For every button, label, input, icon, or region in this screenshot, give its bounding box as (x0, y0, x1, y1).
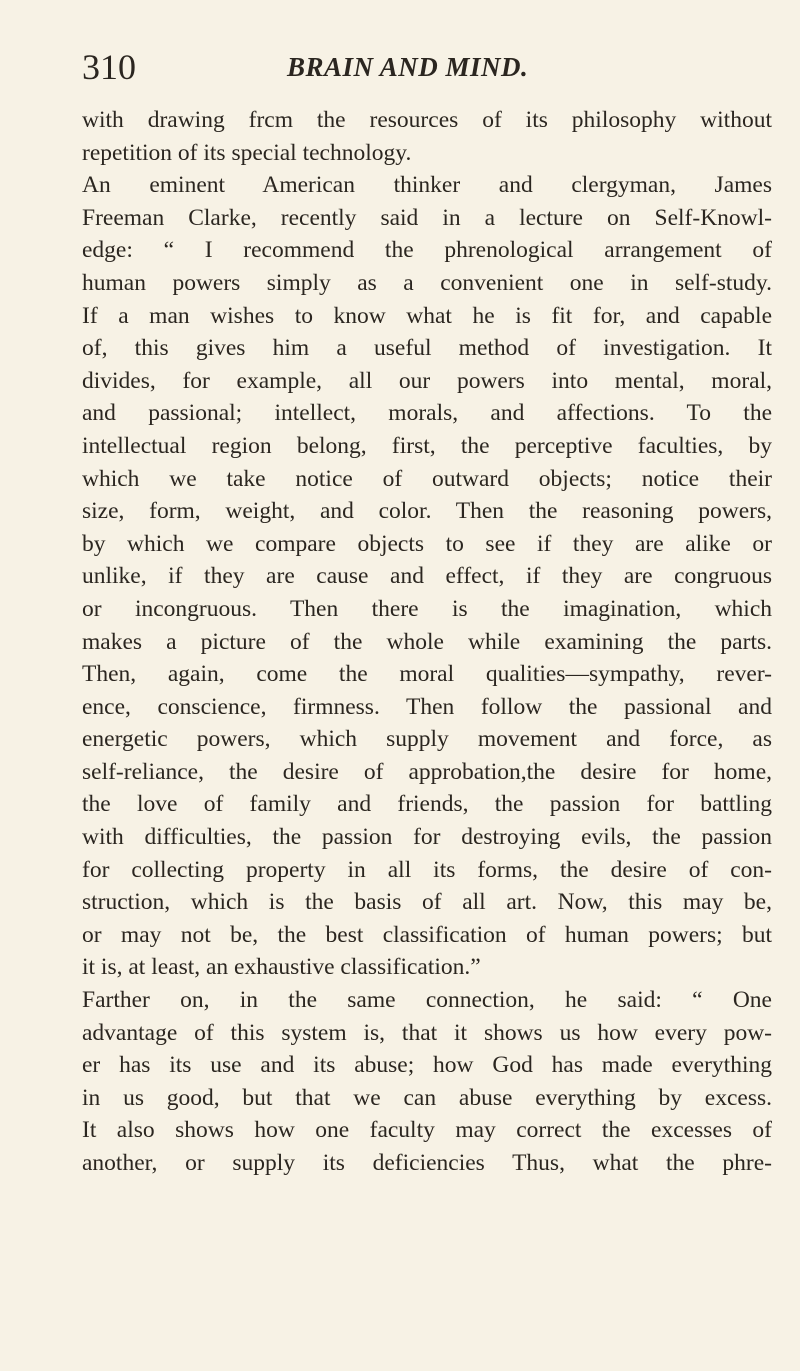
text-line: and passional; intellect, morals, and affections. To the (82, 400, 772, 427)
text-line: of, this gives him a useful method of investigation. It (82, 335, 772, 362)
body-text (82, 104, 772, 1180)
running-head: BRAIN AND MIND. (287, 52, 529, 82)
text-line: makes a picture of the whole while examining the parts. (82, 628, 772, 655)
text-line: If a man wishes to know what he is fit for, and capable (82, 302, 772, 329)
text-line: size, form, weight, and color. Then the reasoning powers, (82, 498, 772, 525)
text-line: or incongruous. Then there is the imagination, which (82, 595, 772, 622)
text-line: it is, at least, an exhaustive classification.” (82, 954, 481, 981)
text-line: with difficulties, the passion for destroying evils, the passion (82, 824, 772, 851)
text-line: It also shows how one faculty may correct the excesses of (82, 1117, 772, 1144)
text-line: another, or supply its deficiencies Thus, what the phre- (82, 1150, 772, 1176)
text-line: by which we compare objects to see if they are alike or (82, 530, 772, 557)
text-line: or may not be, the best classification of human powers; but (82, 921, 772, 948)
text-line: which we take notice of outward objects; notice their (82, 465, 772, 492)
text-line: advantage of this system is, that it shows us how every pow- (82, 1019, 772, 1046)
text-line: unlike, if they are cause and effect, if they are congruous (82, 563, 772, 590)
text-line: ence, conscience, firmness. Then follow the passional and (82, 693, 772, 720)
text-line: Freeman Clarke, recently said in a lecture on Self-Knowl- (82, 204, 772, 231)
text-line: for collecting property in all its forms, the desire of con- (82, 856, 772, 883)
text-line: with drawing frcm the resources of its philosophy without (82, 107, 772, 133)
text-line: An eminent American thinker and clergyman, James (82, 172, 772, 199)
text-line: struction, which is the basis of all art. Now, this may be, (82, 889, 772, 916)
text-line: human powers simply as a convenient one in self-study. (82, 269, 772, 296)
text-line: the love of family and friends, the passion for battling (82, 791, 772, 818)
text-line: self-reliance, the desire of approbation,the desire for home, (82, 758, 772, 785)
text-line: energetic powers, which supply movement and force, as (82, 726, 772, 753)
text-line: Farther on, in the same connection, he said: “ One (82, 987, 772, 1014)
page-header (82, 42, 772, 92)
text-line: Then, again, come the moral qualities—sympathy, rever- (82, 661, 772, 688)
text-line: divides, for example, all our powers into mental, moral, (82, 367, 772, 394)
text-line: intellectual region belong, first, the perceptive faculties, by (82, 432, 772, 459)
text-line: in us good, but that we can abuse everything by excess. (82, 1084, 772, 1111)
text-line: er has its use and its abuse; how God has made everything (82, 1052, 772, 1079)
text-line: edge: “ I recommend the phrenological arrangement of (82, 237, 772, 264)
text-line: repetition of its special technology. (82, 139, 412, 166)
page-number: 310 (82, 47, 136, 87)
